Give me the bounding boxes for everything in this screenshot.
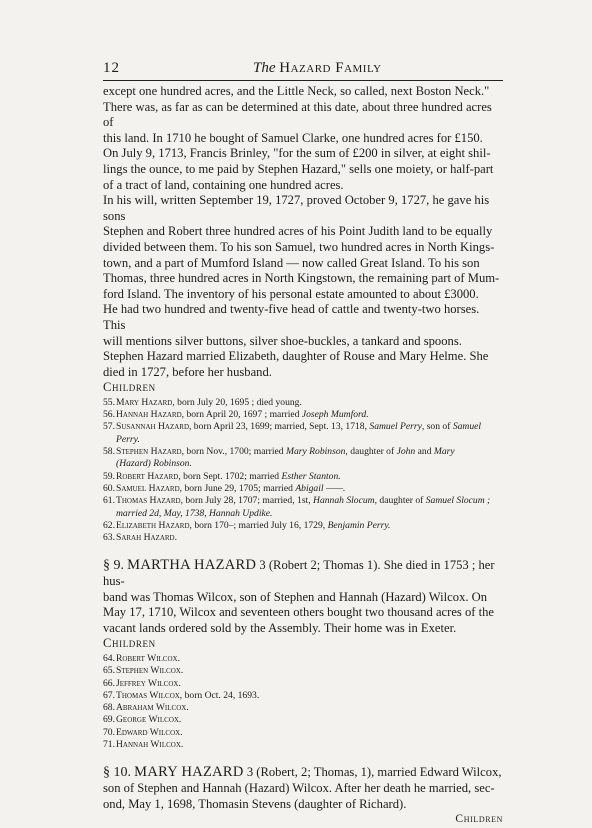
running-title-rest: Hazard Family	[279, 60, 382, 76]
children-list-martha	[103, 653, 503, 751]
child-text	[116, 665, 503, 677]
section-mark: § 10.	[103, 765, 131, 781]
text-line: band was Thomas Wilcox, son of Stephen and Hannah (Hazard) Wilcox. On	[103, 589, 488, 604]
child-number: 63.	[103, 532, 115, 544]
child-name: Hannah Wilcox.	[116, 739, 184, 751]
child-text	[116, 727, 503, 739]
children-heading: Children	[103, 380, 156, 395]
child-entry	[103, 471, 503, 483]
section-mark: § 9.	[103, 558, 124, 574]
section-person-name: MARTHA HAZARD	[127, 557, 257, 574]
child-name: Abraham Wilcox.	[116, 702, 189, 714]
child-entry	[103, 421, 503, 446]
child-name: Edward Wilcox.	[116, 726, 183, 738]
child-name: Elizabeth Hazard,	[116, 519, 192, 531]
child-name: Jeffrey Wilcox.	[116, 677, 181, 689]
child-entry	[103, 520, 503, 532]
child-spouse: Hannah Slocum	[313, 495, 375, 507]
child-name: Thomas Wilcox,	[116, 689, 183, 701]
child-number: 65.	[103, 665, 115, 677]
child-entry	[103, 727, 503, 739]
child-number: 70.	[103, 726, 115, 738]
children-heading-continued: Children	[455, 813, 503, 826]
child-text	[116, 495, 503, 520]
text-line: died in 1727, before her husband.	[103, 364, 272, 379]
child-name: Sarah Hazard.	[116, 532, 178, 544]
child-text	[116, 532, 503, 544]
child-number: 58.	[103, 446, 115, 458]
child-spouse: Joseph Mumford.	[301, 409, 369, 421]
text-line: He had two hundred and twenty-five head of cattle and twenty-two horses. This	[103, 302, 480, 332]
child-number: 69.	[103, 714, 115, 726]
child-text	[116, 409, 503, 421]
running-title-the: The	[253, 60, 276, 76]
child-detail: , son of	[421, 421, 453, 433]
child-entry	[103, 739, 503, 751]
child-name: Mary Hazard,	[116, 396, 175, 408]
child-text	[116, 471, 503, 483]
section-first-line	[103, 558, 503, 589]
child-spouse-parent: Samuel Perry.	[116, 421, 482, 445]
child-number: 61.	[103, 495, 115, 507]
text-line: divided between them. To his son Samuel, two hundred acres in North Kings-	[103, 239, 495, 254]
child-detail: born June 29, 1705; married	[182, 482, 296, 494]
child-entry	[103, 690, 503, 702]
text-line: of a tract of land, containing one hundred acres.	[103, 177, 344, 192]
text-line: Stephen Hazard married Elizabeth, daughter of Rouse and Mary Helme. She	[103, 349, 489, 364]
child-entry	[103, 409, 503, 421]
child-detail: born July 28, 1707; married, 1st,	[182, 495, 314, 507]
child-number: 62.	[103, 519, 115, 531]
text-line: Thomas, three hundred acres in North Kingstown, the remaining part of Mum-	[103, 271, 500, 286]
text-line: son of Stephen and Hannah (Hazard) Wilcox. After her death he married, sec-	[103, 780, 495, 795]
child-number: 64.	[103, 653, 115, 664]
child-name: Hannah Hazard,	[116, 409, 185, 421]
child-spouse: Benjamin Perry.	[327, 519, 391, 531]
child-text	[116, 397, 503, 409]
child-number: 55.	[103, 396, 115, 408]
text-line: this land. In 1710 he bought of Samuel Clarke, one hundred acres for £150.	[103, 130, 483, 145]
text-line: ond, May 1, 1698, Thomasin Stevens (daughter of Richard).	[103, 796, 407, 811]
child-number: 60.	[103, 482, 115, 494]
text-line: Stephen and Robert three hundred acres of his Point Judith land to be equally	[103, 224, 493, 239]
page-header	[103, 60, 503, 80]
text-line: May 17, 1710, Wilcox and seventeen others bought two thousand acres of the	[103, 605, 494, 620]
text-line: vacant lands ordered sold by the Assembly. Their home was in Exeter.	[103, 620, 457, 635]
child-entry	[103, 665, 503, 677]
running-title	[253, 60, 382, 77]
child-detail-continued: (Hazard) Robinson.	[116, 458, 192, 470]
child-detail: , daughter of	[345, 446, 397, 458]
child-number: 71.	[103, 739, 115, 751]
child-text	[116, 520, 503, 532]
child-entry	[103, 653, 503, 665]
child-text	[116, 446, 503, 471]
child-text	[116, 678, 503, 690]
child-number: 57.	[103, 421, 115, 433]
child-detail: and	[415, 446, 434, 458]
section-9	[103, 558, 503, 636]
child-spouse: Samuel Perry	[369, 421, 422, 433]
child-name: George Wilcox.	[116, 714, 182, 726]
child-entry	[103, 714, 503, 726]
child-spouse-parent: Samuel Slocum ;	[425, 495, 491, 507]
text-line: In his will, written September 19, 1727, proved October 9, 1727, he gave his sons	[103, 193, 490, 223]
child-spouse-parent: Mary	[433, 446, 455, 458]
child-entry	[103, 446, 503, 471]
text-line: town, and a part of Mumford Island — now called Great Island. To his son	[103, 255, 480, 270]
child-entry	[103, 702, 503, 714]
child-text	[116, 739, 503, 751]
child-text	[116, 702, 503, 714]
child-name: Robert Hazard,	[116, 470, 181, 482]
child-detail-continued: married 2d, May, 1738, Hannah Updike.	[116, 507, 273, 519]
text-line: will mentions silver buttons, silver shoe-buckles, a tankard and spoons.	[103, 333, 462, 348]
child-detail: born 170–; married July 16, 1729,	[191, 519, 328, 531]
child-detail: born Nov., 1700; married	[184, 446, 286, 458]
child-name: Susannah Hazard,	[116, 421, 192, 433]
children-heading: Children	[103, 636, 156, 651]
child-name: Stephen Hazard,	[116, 446, 185, 458]
child-spouse: Esther Stanton.	[281, 470, 341, 482]
child-detail: born April 23, 1699; married, Sept. 13, 1718,	[191, 421, 370, 433]
child-detail: , daughter of	[374, 495, 426, 507]
child-text	[116, 653, 503, 665]
child-entry	[103, 397, 503, 409]
child-entry	[103, 483, 503, 495]
child-number: 68.	[103, 702, 115, 714]
child-entry	[103, 532, 503, 544]
child-spouse-parent: John	[396, 446, 416, 458]
child-text	[116, 690, 503, 702]
intro-paragraphs	[103, 84, 503, 380]
text-line: 3 (Robert, 2; Thomas, 1), married Edward Wilcox,	[243, 765, 502, 780]
child-name: Stephen Wilcox.	[116, 665, 184, 677]
text-line: lings the ounce, to me paid by Stephen Hazard," sells one moiety, or half-part	[103, 161, 494, 176]
child-name: Samuel Hazard,	[116, 482, 183, 494]
page-number: 12	[103, 60, 120, 76]
child-detail: born July 20, 1695 ; died young.	[174, 396, 302, 408]
child-text	[116, 421, 503, 446]
section-person-name: MARY HAZARD	[134, 764, 244, 781]
section-first-line	[103, 765, 503, 781]
text-line: 3 (Robert 2; Thomas 1). She died in 1753 ; her hus-	[103, 558, 495, 589]
child-entry	[103, 678, 503, 690]
child-detail: born Sept. 1702; married	[180, 470, 282, 482]
child-number: 67.	[103, 689, 115, 701]
header-rule	[103, 80, 503, 81]
child-text	[116, 714, 503, 726]
section-10	[103, 765, 503, 812]
page-body	[103, 84, 503, 828]
child-number: 66.	[103, 677, 115, 689]
child-detail: born April 20, 1697 ; married	[184, 409, 302, 421]
child-detail: born Oct. 24, 1693.	[182, 689, 260, 701]
text-line: There was, as far as can be determined at this date, about three hundred acres of	[103, 99, 492, 130]
child-number: 56.	[103, 409, 115, 421]
text-line: except one hundred acres, and the Little Neck, so called, next Boston Neck."	[103, 84, 490, 98]
child-text	[116, 483, 503, 495]
child-spouse: Mary Robinson	[285, 446, 346, 458]
child-spouse: Abigail ——.	[295, 482, 346, 494]
child-name: Thomas Hazard,	[116, 495, 183, 507]
text-line: ford Island. The inventory of his personal estate amounted to about £3000.	[103, 286, 479, 301]
child-number: 59.	[103, 470, 115, 482]
child-entry	[103, 495, 503, 520]
text-line: On July 9, 1713, Francis Brinley, "for the sum of £200 in silver, at eight shil-	[103, 146, 491, 161]
children-list-stephen	[103, 397, 503, 545]
child-name: Robert Wilcox.	[116, 653, 180, 664]
